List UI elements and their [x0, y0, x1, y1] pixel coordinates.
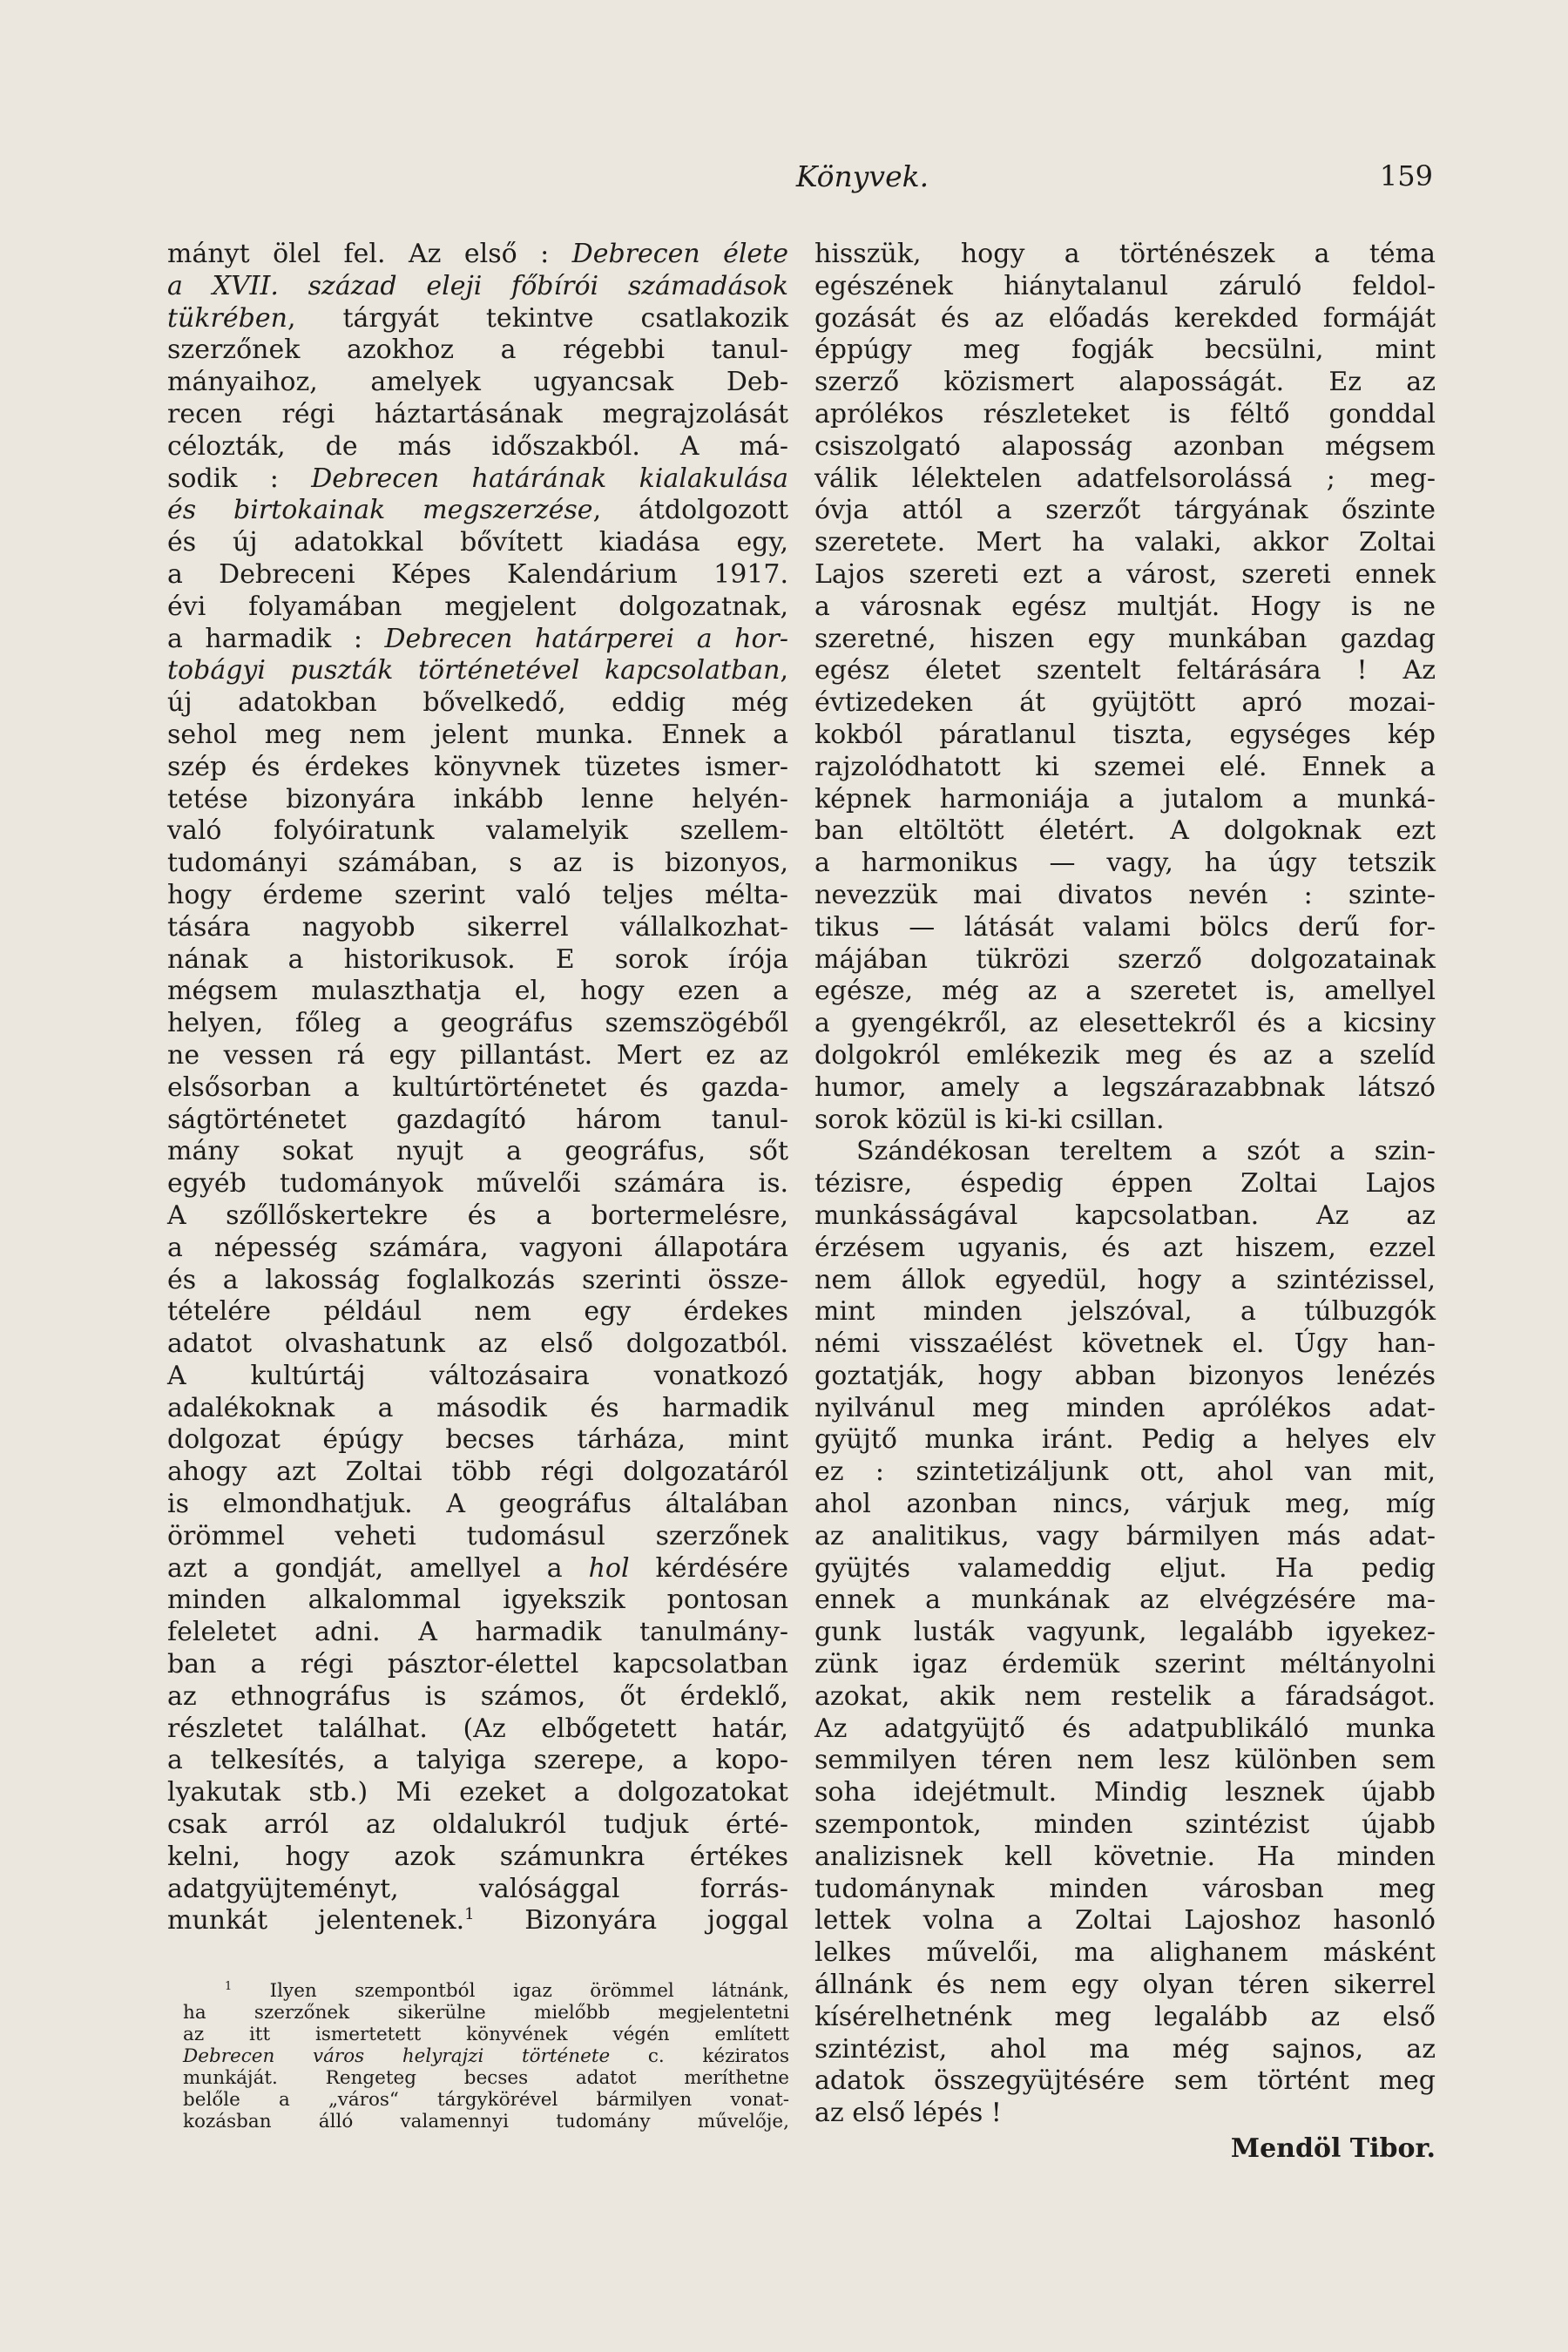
- text-line: némi visszaélést követnek el. Úgy han-: [814, 1328, 1436, 1360]
- text-line: tudománynak minden városban meg: [814, 1873, 1436, 1904]
- text-line: évtizedeken át gyüjtött apró mozai-: [814, 687, 1436, 719]
- text-line: mány sokat nyujt a geográfus, sőt: [167, 1136, 788, 1167]
- text-line: ez : szintetizáljunk ott, ahol van mit,: [814, 1456, 1436, 1488]
- text-line: lettek volna a Zoltai Lajoshoz hasonló: [814, 1905, 1436, 1936]
- text-line: szeretete. Mert ha valaki, akkor Zoltai: [814, 527, 1436, 558]
- text-line: képnek harmoniája a jutalom a munká-: [814, 783, 1436, 814]
- text-line: feleletet adni. A harmadik tanulmány-: [167, 1617, 788, 1648]
- page-number: 159: [1379, 159, 1433, 193]
- text-line: a telkesítés, a talyiga szerepe, a kopo-: [167, 1745, 788, 1776]
- text-line: adatot olvashatunk az első dolgozatból.: [167, 1328, 788, 1360]
- text-line: ban eltöltött életért. A dolgoknak ezt: [814, 815, 1436, 847]
- text-line: humor, amely a legszárazabbnak látszó: [814, 1071, 1436, 1103]
- text-line: tézisre, éspedig éppen Zoltai Lajos: [814, 1168, 1436, 1200]
- text-line: munkát jelentenek.$^1$ Bizonyára joggal: [167, 1905, 788, 1936]
- text-line: és a lakosság foglalkozás szerinti össze-: [167, 1264, 788, 1295]
- text-line: szintézist, ahol ma még sajnos, az: [814, 2033, 1436, 2065]
- text-line: válik lélektelen adatfelsorolássá ; meg-: [814, 463, 1436, 494]
- text-line: az első lépés !: [814, 2098, 1002, 2129]
- running-title: Könyvek.: [795, 159, 929, 193]
- text-line: óvja attól a szerzőt tárgyának őszinte: [814, 495, 1436, 526]
- text-line: semmilyen téren nem lesz különben sem: [814, 1745, 1436, 1776]
- text-line: tételére például nem egy érdekes: [167, 1296, 788, 1328]
- text-line: belőle a „város“ tárgykörével bármilyen vonat-: [183, 2089, 789, 2111]
- text-line: analizisnek kell követnie. Ha minden: [814, 1841, 1436, 1872]
- text-line: szép és érdekes könyvnek tüzetes ismer-: [167, 751, 788, 782]
- text-line: a harmonikus — vagy, ha úgy tetszik: [814, 848, 1436, 879]
- text-line: tobágyi puszták történetével kapcsolatban,: [167, 655, 788, 686]
- text-line: tetése bizonyára inkább lenne helyén-: [167, 783, 788, 814]
- text-line: kokból páratlanul tiszta, egységes kép: [814, 719, 1436, 750]
- text-line: gyüjtő munka iránt. Pedig a helyes elv: [814, 1424, 1436, 1456]
- text-line: ne vessen rá egy pillantást. Mert ez az: [167, 1039, 788, 1071]
- text-line: májában tükrözi szerző dolgozatainak: [814, 943, 1436, 975]
- text-line: adatok összegyüjtésére sem történt meg: [814, 2065, 1436, 2097]
- text-line: kozásban álló valamennyi tudomány művelője,: [183, 2111, 789, 2132]
- text-line: Debrecen város helyrajzi története c. kéziratos: [183, 2045, 789, 2067]
- text-line: minden alkalommal igyekszik pontosan: [167, 1585, 788, 1616]
- text-line: elsősorban a kultúrtörténetet és gazda-: [167, 1071, 788, 1103]
- text-line: egész életet szentelt feltárására ! Az: [814, 655, 1436, 686]
- text-line: szerző közismert alaposságát. Ez az: [814, 367, 1436, 398]
- text-line: Lajos szereti ezt a várost, szereti ennek: [814, 558, 1436, 590]
- text-line: aprólékos részleteket is féltő gonddal: [814, 398, 1436, 429]
- text-line: egésze, még az a szeretet is, amellyel: [814, 976, 1436, 1007]
- text-line: A kultúrtáj változásaira vonatkozó: [167, 1360, 788, 1391]
- text-line: Az adatgyüjtő és adatpublikáló munka: [814, 1713, 1436, 1744]
- text-line: a városnak egész multját. Hogy is ne: [814, 591, 1436, 622]
- right-column-body: [814, 239, 1436, 2130]
- text-line: örömmel veheti tudomásul szerzőnek: [167, 1520, 788, 1551]
- text-line: és birtokainak megszerzése, átdolgozott: [167, 495, 788, 526]
- text-line: gunk lusták vagyunk, legalább igyekez-: [814, 1617, 1436, 1648]
- text-line: a népesség számára, vagyoni állapotára: [167, 1232, 788, 1263]
- text-line: recen régi háztartásának megrajzolását: [167, 398, 788, 429]
- text-line: dolgozat épúgy becses tárháza, mint: [167, 1424, 788, 1456]
- left-column: [167, 239, 788, 1937]
- text-line: való folyóiratunk valamelyik szellem-: [167, 815, 788, 847]
- text-line: tudományi számában, s az is bizonyos,: [167, 848, 788, 879]
- text-line: csiszolgató alaposság azonban mégsem: [814, 430, 1436, 462]
- text-line: soha idejétmult. Mindig lesznek újabb: [814, 1777, 1436, 1808]
- text-line: nyilvánul meg minden aprólékos adat-: [814, 1392, 1436, 1423]
- text-line: mányaihoz, amelyek ugyancsak Deb-: [167, 367, 788, 398]
- text-line: gozását és az előadás kerekded formáját: [814, 302, 1436, 334]
- text-line: sehol meg nem jelent munka. Ennek a: [167, 719, 788, 750]
- footnote: [183, 1980, 789, 2132]
- text-line: tikus — látását valami bölcs derű for-: [814, 911, 1436, 943]
- text-line: kísérelhetnénk meg legalább az első: [814, 2001, 1436, 2032]
- text-line: mányt ölel fel. Az első : Debrecen élete: [167, 239, 788, 269]
- text-line: kelni, hogy azok számunkra értékes: [167, 1841, 788, 1872]
- text-line: ban a régi pásztor-élettel kapcsolatban: [167, 1649, 788, 1680]
- text-line: a gyengékről, az elesettekről és a kicsiny: [814, 1008, 1436, 1039]
- text-line: is elmondhatjuk. A geográfus általában: [167, 1489, 788, 1520]
- text-line: rajzolódhatott ki szemei elé. Ennek a: [814, 751, 1436, 782]
- text-line: ahol azonban nincs, várjuk meg, míg: [814, 1489, 1436, 1520]
- text-line: tükrében, tárgyát tekintve csatlakozik: [167, 302, 788, 334]
- text-line: az analitikus, vagy bármilyen más adat-: [814, 1520, 1436, 1551]
- text-line: a XVII. század eleji főbírói számadások: [167, 270, 788, 301]
- text-line: az itt ismertetett könyvének végén említett: [183, 2024, 789, 2045]
- text-line: gyüjtés valameddig eljut. Ha pedig: [814, 1552, 1436, 1584]
- text-line: nevezzük mai divatos nevén : szinte-: [814, 879, 1436, 910]
- text-line: helyen, főleg a geográfus szemszögéből: [167, 1008, 788, 1039]
- text-line: $^1$ Ilyen szempontból igaz örömmel látnánk,: [225, 1979, 789, 2002]
- text-line: a Debreceni Képes Kalendárium 1917.: [167, 558, 788, 590]
- text-line: ha szerzőnek sikerülne mielőbb megjelentetni: [183, 2002, 789, 2024]
- text-line: azokat, akik nem restelik a fáradságot.: [814, 1680, 1436, 1712]
- text-line: zünk igaz érdemük szerint méltányolni: [814, 1649, 1436, 1680]
- text-line: egészének hiánytalanul záruló feldol-: [814, 270, 1436, 301]
- text-line: évi folyamában megjelent dolgozatnak,: [167, 591, 788, 622]
- text-line: hogy érdeme szerint való teljes mélta-: [167, 879, 788, 910]
- text-line: adatgyüjteményt, valósággal forrás-: [167, 1873, 788, 1904]
- text-line: az ethnográfus is számos, őt érdeklő,: [167, 1680, 788, 1712]
- text-line: mégsem mulaszthatja el, hogy ezen a: [167, 976, 788, 1007]
- text-line: hisszük, hogy a történészek a téma: [814, 239, 1436, 269]
- text-line: tására nagyobb sikerrel vállalkozhat-: [167, 911, 788, 943]
- text-line: adalékoknak a második és harmadik: [167, 1392, 788, 1423]
- text-line: lyakutak stb.) Mi ezeket a dolgozatokat: [167, 1777, 788, 1808]
- text-line: mint minden jelszóval, a túlbuzgók: [814, 1296, 1436, 1328]
- author-signature: Mendöl Tibor.: [1230, 2133, 1436, 2165]
- text-line: és új adatokkal bővített kiadása egy,: [167, 527, 788, 558]
- text-line: nának a historikusok. E sorok írója: [167, 943, 788, 975]
- text-line: ahogy azt Zoltai több régi dolgozatáról: [167, 1456, 788, 1488]
- text-line: dolgokról emlékezik meg és az a szelíd: [814, 1039, 1436, 1071]
- text-line: állnánk és nem egy olyan téren sikerrel: [814, 1970, 1436, 2001]
- text-line: egyéb tudományok művelői számára is.: [167, 1168, 788, 1200]
- text-line: munkásságával kapcsolatban. Az az: [814, 1200, 1436, 1231]
- text-line: A szőllőskertekre és a bortermelésre,: [167, 1200, 788, 1231]
- text-line: éppúgy meg fogják becsülni, mint: [814, 335, 1436, 366]
- text-line: Szándékosan tereltem a szót a szin-: [856, 1136, 1436, 1167]
- text-line: ennek a munkának az elvégzésére ma-: [814, 1585, 1436, 1616]
- text-line: sodik : Debrecen határának kialakulása: [167, 463, 788, 494]
- text-line: lelkes művelői, ma alighanem másként: [814, 1937, 1436, 1969]
- text-line: érzésem ugyanis, és azt hiszem, ezzel: [814, 1232, 1436, 1263]
- text-line: célozták, de más időszakból. A má-: [167, 430, 788, 462]
- text-line: munkáját. Rengeteg becses adatot meríthetne: [183, 2067, 789, 2089]
- text-line: új adatokban bővelkedő, eddig még: [167, 687, 788, 719]
- text-line: szerzőnek azokhoz a régebbi tanul-: [167, 335, 788, 366]
- text-line: sorok közül is ki-ki csillan.: [814, 1104, 1165, 1135]
- text-line: csak arról az oldalukról tudjuk érté-: [167, 1809, 788, 1841]
- text-line: goztatják, hogy abban bizonyos lenézés: [814, 1360, 1436, 1391]
- right-column: [814, 239, 1436, 2166]
- text-line: szeretné, hiszen egy munkában gazdag: [814, 623, 1436, 654]
- text-line: a harmadik : Debrecen határperei a hor-: [167, 623, 788, 654]
- text-line: ságtörténetet gazdagító három tanul-: [167, 1104, 788, 1135]
- text-line: nem állok egyedül, hogy a szintézissel,: [814, 1264, 1436, 1295]
- text-line: szempontok, minden szintézist újabb: [814, 1809, 1436, 1841]
- text-line: azt a gondját, amellyel a hol kérdésére: [167, 1552, 789, 1584]
- text-line: részletet találhat. (Az elbőgetett határ,: [167, 1713, 788, 1744]
